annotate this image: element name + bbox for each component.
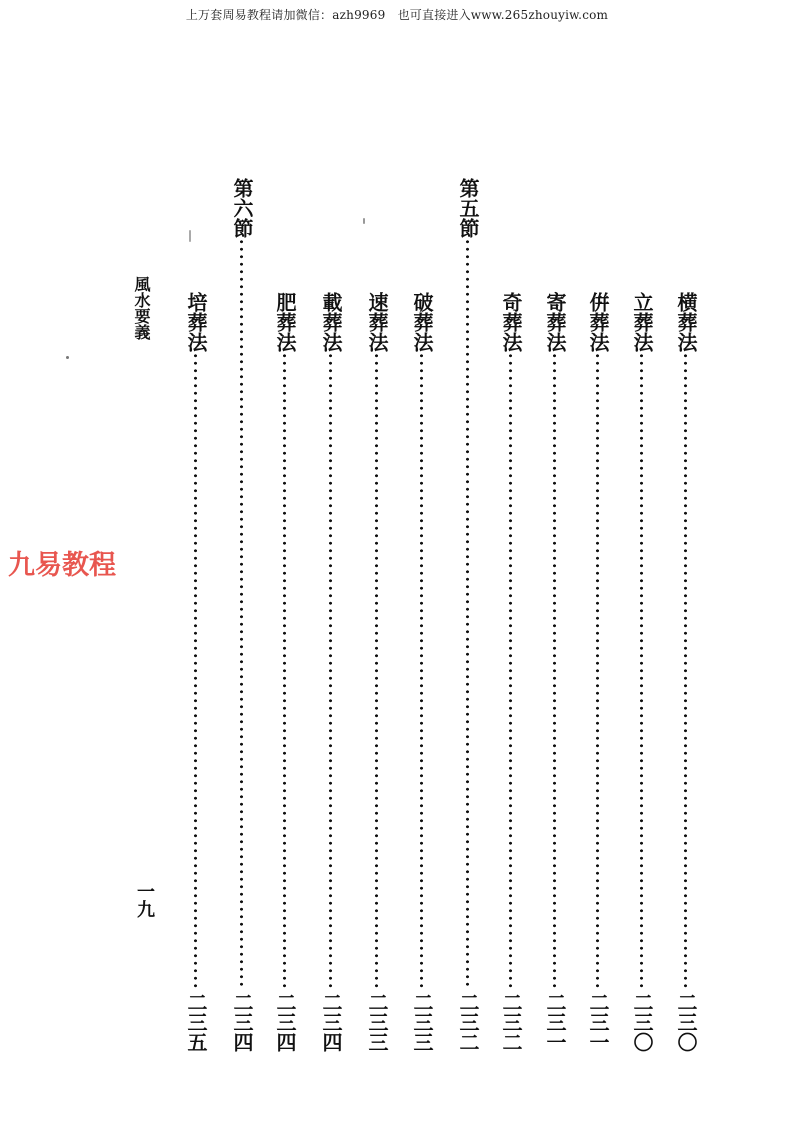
toc-entry-page: 二三一 xyxy=(543,992,567,1052)
scan-speck xyxy=(189,230,191,242)
toc-entry-page: 二三〇 xyxy=(674,992,698,1052)
toc-entry xyxy=(315,292,345,1052)
dot-leader xyxy=(240,238,243,988)
dot-leader xyxy=(329,352,332,988)
toc-entry xyxy=(582,292,612,1052)
toc-entry-page: 二三三 xyxy=(365,992,389,1052)
watermark-logo: 九易教程 xyxy=(8,550,116,581)
toc-entry-page: 二三三 xyxy=(410,992,434,1052)
dot-leader xyxy=(684,352,687,988)
toc-entry-label: 速葬法 xyxy=(365,292,389,352)
dot-leader xyxy=(596,352,599,988)
toc-entry-page: 二三一 xyxy=(586,992,610,1052)
scan-speck xyxy=(363,218,365,224)
running-head: 風水要義 xyxy=(132,276,151,340)
toc-entry-label: 載葬法 xyxy=(319,292,343,352)
dot-leader xyxy=(194,352,197,988)
section-heading-label: 第五節 xyxy=(456,178,480,238)
toc-entry xyxy=(269,292,299,1052)
toc-entry-page: 二三四 xyxy=(230,992,254,1052)
toc-section-heading xyxy=(226,178,256,1052)
toc-section-heading xyxy=(452,178,482,1052)
dot-leader xyxy=(553,352,556,988)
toc-entry-label: 培葬法 xyxy=(184,292,208,352)
section-heading-label: 第六節 xyxy=(230,178,254,238)
toc-entry xyxy=(406,292,436,1052)
toc-entry-label: 倂葬法 xyxy=(586,292,610,352)
toc-entry-page: 二三〇 xyxy=(630,992,654,1052)
folio-page-number: 一九 xyxy=(134,882,155,918)
toc-entry xyxy=(670,292,700,1052)
toc-entry-label: 立葬法 xyxy=(630,292,654,352)
toc-entry xyxy=(495,292,525,1052)
toc-entry-label: 寄葬法 xyxy=(543,292,567,352)
toc-entry-page: 二三四 xyxy=(319,992,343,1052)
dot-leader xyxy=(640,352,643,988)
toc-entry-label: 奇葬法 xyxy=(499,292,523,352)
dot-leader xyxy=(420,352,423,988)
page-header-banner: 上万套周易教程请加微信：azh9969 也可直接进入www.265zhouyiw.com xyxy=(185,8,609,22)
toc-entry-label: 横葬法 xyxy=(674,292,698,352)
toc-entry xyxy=(180,292,210,1052)
toc-entry-label: 破葬法 xyxy=(410,292,434,352)
toc-entry xyxy=(361,292,391,1052)
scan-speck xyxy=(66,356,69,359)
dot-leader xyxy=(375,352,378,988)
dot-leader xyxy=(509,352,512,988)
dot-leader xyxy=(283,352,286,988)
toc-entry-page: 二三五 xyxy=(184,992,208,1052)
toc-entry-page: 二三二 xyxy=(499,992,523,1052)
toc-entry-page: 二三四 xyxy=(273,992,297,1052)
dot-leader xyxy=(466,238,469,988)
toc-entry-page: 二三二 xyxy=(456,992,480,1052)
toc-entry-label: 肥葬法 xyxy=(273,292,297,352)
toc-entry xyxy=(626,292,656,1052)
toc-entry xyxy=(539,292,569,1052)
